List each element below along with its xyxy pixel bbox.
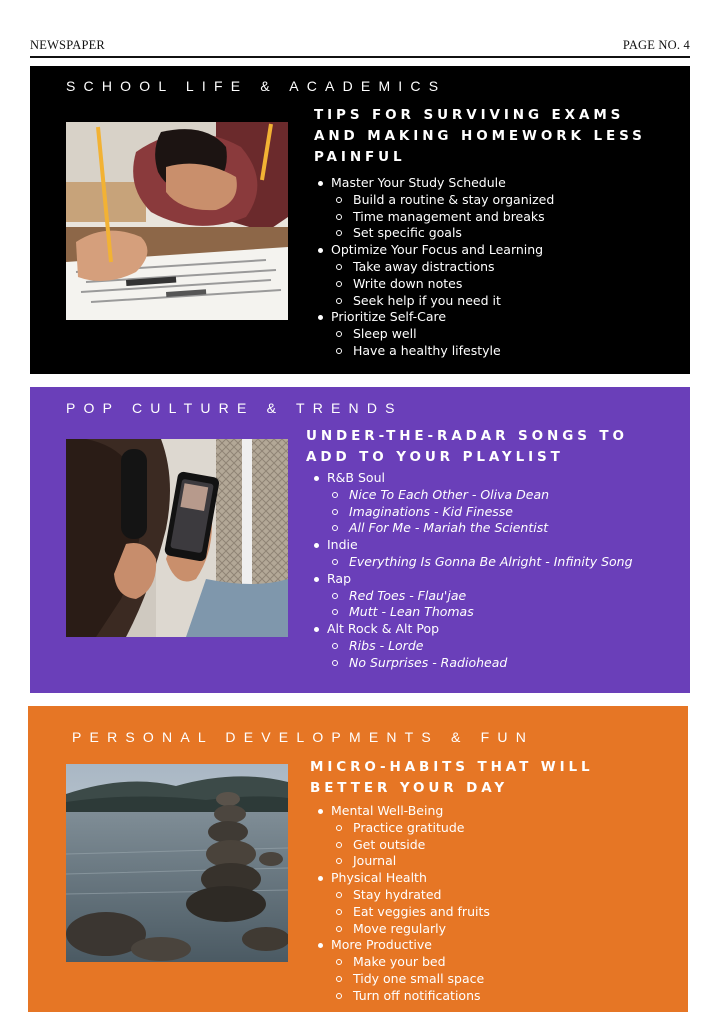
list-item: Rap Red Toes - Flau'jae Mutt - Lean Thomas: [310, 571, 680, 621]
publication-name: NEWSPAPER: [30, 38, 105, 52]
sub-item: Sleep well: [331, 326, 674, 343]
sub-item: Take away distractions: [331, 259, 674, 276]
sub-item: No Surprises - Radiohead: [327, 655, 680, 672]
sub-item: Move regularly: [331, 921, 676, 938]
sub-item: All For Me - Mariah the Scientist: [327, 520, 680, 537]
sub-item: Write down notes: [331, 276, 674, 293]
list-item: Prioritize Self-Care Sleep well Have a healthy lifestyle: [314, 309, 674, 359]
stacked-stones-lake-photo: [66, 764, 288, 962]
sub-item: Get outside: [331, 837, 676, 854]
list-item: R&B Soul Nice To Each Other - Oliva Dean Imaginations - Kid Finesse All For Me - Mariah the Scientist: [310, 470, 680, 537]
sub-item: Red Toes - Flau'jae: [327, 588, 680, 605]
sub-item: Stay hydrated: [331, 887, 676, 904]
sub-item: Set specific goals: [331, 225, 674, 242]
sub-item: Mutt - Lean Thomas: [327, 604, 680, 621]
list-item: Optimize Your Focus and Learning Take away distractions Write down notes Seek help if you need it: [314, 242, 674, 309]
page-header: [30, 38, 690, 58]
list-item: Mental Well-Being Practice gratitude Get outside Journal: [314, 803, 676, 870]
sub-item: Eat veggies and fruits: [331, 904, 676, 921]
list-item: Master Your Study Schedule Build a routine & stay organized Time management and breaks Set specific goals: [314, 175, 674, 242]
sub-item: Tidy one small space: [331, 971, 676, 988]
student-writing-exam-photo: [66, 122, 288, 320]
sub-item: Journal: [331, 853, 676, 870]
section-headline: UNDER-THE-RADAR SONGS TO ADD TO YOUR PLAYLIST: [306, 428, 628, 465]
sub-item: Have a healthy lifestyle: [331, 343, 674, 360]
sub-item: Make your bed: [331, 954, 676, 971]
sub-item: Imaginations - Kid Finesse: [327, 504, 680, 521]
playlist-list: [310, 470, 680, 672]
section-kicker: POP CULTURE & TRENDS: [66, 400, 403, 416]
sub-item: Nice To Each Other - Oliva Dean: [327, 487, 680, 504]
section-kicker: PERSONAL DEVELOPMENTS & FUN: [72, 729, 535, 745]
habits-list: [314, 803, 676, 1005]
tips-list: [314, 175, 674, 360]
sub-item: Practice gratitude: [331, 820, 676, 837]
sub-item: Turn off notifications: [331, 988, 676, 1005]
sub-item: Seek help if you need it: [331, 293, 674, 310]
list-item: More Productive Make your bed Tidy one small space Turn off notifications: [314, 937, 676, 1004]
headphones-phone-music-photo: [66, 439, 288, 637]
sub-item: Build a routine & stay organized: [331, 192, 674, 209]
pop-culture-section: [30, 387, 690, 693]
sub-item: Ribs - Lorde: [327, 638, 680, 655]
page-number: PAGE NO. 4: [622, 38, 690, 52]
list-item: Physical Health Stay hydrated Eat veggies and fruits Move regularly: [314, 870, 676, 937]
section-headline: TIPS FOR SURVIVING EXAMS AND MAKING HOMEWORK LESS PAINFUL: [314, 107, 646, 165]
sub-item: Everything Is Gonna Be Alright - Infinity Song: [327, 554, 680, 571]
section-headline: MICRO-HABITS THAT WILL BETTER YOUR DAY: [310, 759, 594, 796]
section-kicker: SCHOOL LIFE & ACADEMICS: [66, 78, 447, 94]
list-item: Indie Everything Is Gonna Be Alright - Infinity Song: [310, 537, 680, 571]
list-item: Alt Rock & Alt Pop Ribs - Lorde No Surprises - Radiohead: [310, 621, 680, 671]
sub-item: Time management and breaks: [331, 209, 674, 226]
school-life-section: [30, 66, 690, 374]
personal-development-section: [28, 706, 688, 1012]
